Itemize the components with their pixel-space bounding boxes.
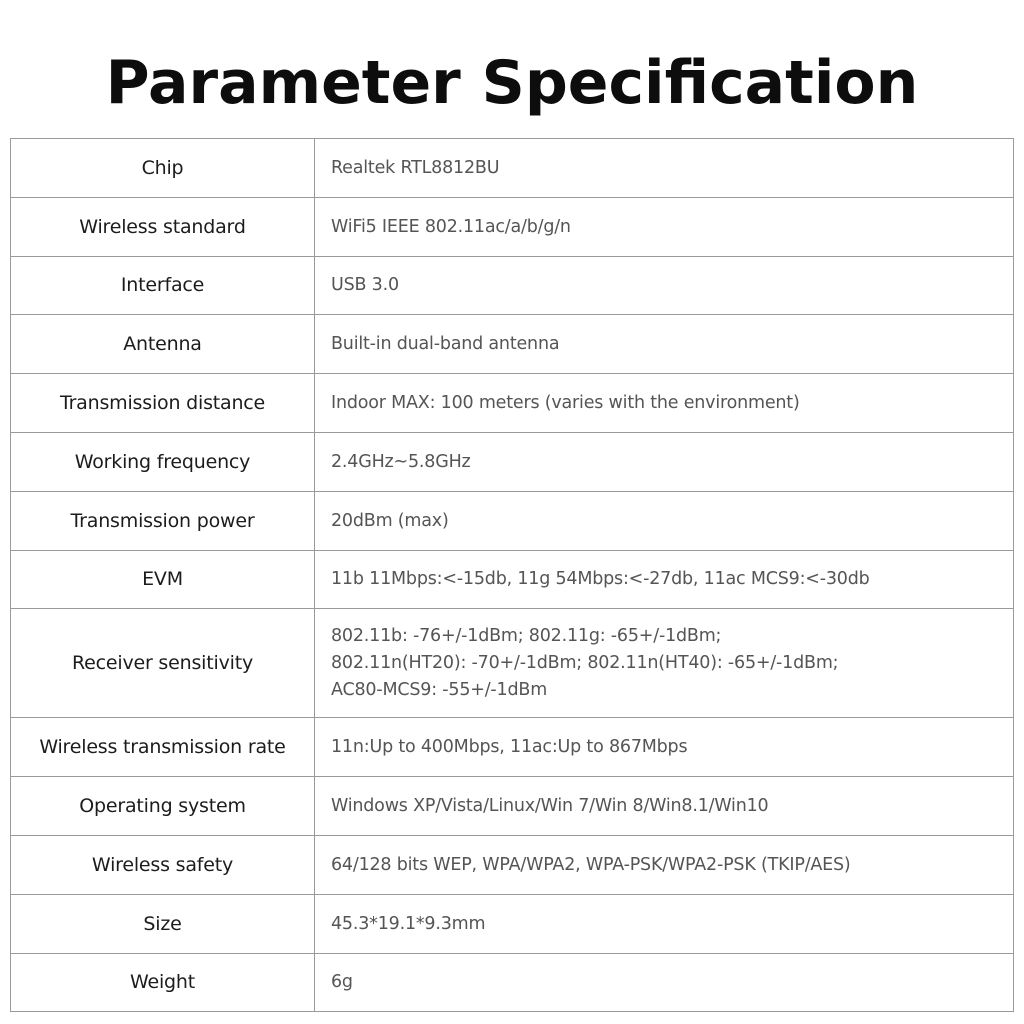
spec-row-working-frequency (11, 432, 1014, 491)
spec-label: Transmission distance (11, 374, 315, 433)
spec-value: 6g (315, 953, 1014, 1012)
spec-value-line: 802.11b: -76+/-1dBm; 802.11g: -65+/-1dBm; (331, 625, 722, 646)
spec-label: Antenna (11, 315, 315, 374)
spec-value: 11n:Up to 400Mbps, 11ac:Up to 867Mbps (315, 718, 1014, 777)
spec-row-receiver-sensitivity (11, 609, 1014, 718)
spec-label: Interface (11, 256, 315, 315)
spec-label: Operating system (11, 777, 315, 836)
spec-label: Transmission power (11, 491, 315, 550)
spec-label: Working frequency (11, 432, 315, 491)
spec-row-wireless-transmission-rate (11, 718, 1014, 777)
spec-value: 11b 11Mbps:<-15db, 11g 54Mbps:<-27db, 11ac MCS9:<-30db (315, 550, 1014, 609)
page-title: Parameter Specification (105, 48, 919, 118)
spec-value: Built-in dual-band antenna (315, 315, 1014, 374)
spec-label: EVM (11, 550, 315, 609)
spec-value: WiFi5 IEEE 802.11ac/a/b/g/n (315, 197, 1014, 256)
spec-row-operating-system (11, 777, 1014, 836)
spec-value: Windows XP/Vista/Linux/Win 7/Win 8/Win8.1/Win10 (315, 777, 1014, 836)
spec-row-wireless-standard (11, 197, 1014, 256)
spec-label: Wireless standard (11, 197, 315, 256)
spec-row-interface (11, 256, 1014, 315)
spec-value: Indoor MAX: 100 meters (varies with the environment) (315, 374, 1014, 433)
spec-row-weight (11, 953, 1014, 1012)
spec-label: Wireless safety (11, 835, 315, 894)
spec-value: USB 3.0 (315, 256, 1014, 315)
spec-label: Wireless transmission rate (11, 718, 315, 777)
spec-value: 64/128 bits WEP, WPA/WPA2, WPA-PSK/WPA2-PSK (TKIP/AES) (315, 835, 1014, 894)
spec-row-transmission-distance (11, 374, 1014, 433)
spec-value: 45.3*19.1*9.3mm (315, 894, 1014, 953)
spec-label: Weight (11, 953, 315, 1012)
spec-value: Realtek RTL8812BU (315, 139, 1014, 198)
spec-value (315, 609, 1014, 718)
spec-label: Size (11, 894, 315, 953)
spec-label: Chip (11, 139, 315, 198)
spec-value-line: AC80-MCS9: -55+/-1dBm (331, 679, 548, 700)
spec-label: Receiver sensitivity (11, 609, 315, 718)
spec-row-chip (11, 139, 1014, 198)
spec-value: 20dBm (max) (315, 491, 1014, 550)
spec-value: 2.4GHz~5.8GHz (315, 432, 1014, 491)
spec-table (10, 138, 1014, 1012)
spec-row-transmission-power (11, 491, 1014, 550)
spec-row-evm (11, 550, 1014, 609)
spec-row-size (11, 894, 1014, 953)
spec-row-wireless-safety (11, 835, 1014, 894)
spec-row-antenna (11, 315, 1014, 374)
spec-value-line: 802.11n(HT20): -70+/-1dBm; 802.11n(HT40): -65+/-1dBm; (331, 652, 839, 673)
